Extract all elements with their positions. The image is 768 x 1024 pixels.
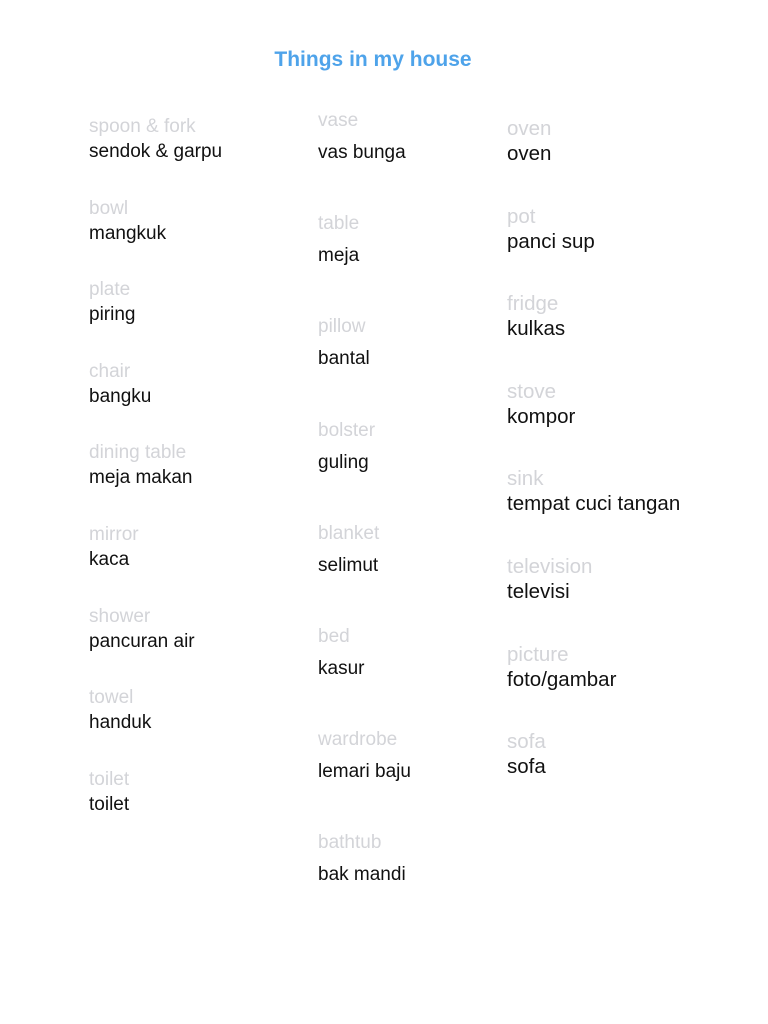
- vocab-entry: [89, 605, 222, 687]
- vocab-column-1: [89, 115, 222, 849]
- vocab-column-2: [318, 109, 411, 935]
- vocab-entry: [89, 523, 222, 605]
- indonesian-word: televisi: [507, 579, 570, 603]
- indonesian-word: toilet: [89, 793, 130, 815]
- english-word: bathtub: [318, 832, 382, 854]
- english-word: stove: [507, 379, 556, 403]
- indonesian-word: panci sup: [507, 229, 595, 253]
- english-word: dining table: [89, 442, 187, 464]
- vocab-entry: [507, 730, 680, 818]
- indonesian-word: meja: [318, 245, 360, 267]
- indonesian-word: lemari baju: [318, 761, 411, 783]
- vocab-entry: [89, 441, 222, 523]
- indonesian-word: meja makan: [89, 467, 193, 489]
- english-word: bolster: [318, 419, 376, 441]
- vocab-entry: [89, 768, 222, 850]
- indonesian-word: sendok & garpu: [89, 141, 223, 162]
- vocab-entry: [318, 728, 411, 831]
- english-word: pillow: [318, 316, 366, 338]
- indonesian-word: bangku: [89, 385, 152, 407]
- english-word: vase: [318, 110, 359, 131]
- vocab-entry: [89, 686, 222, 768]
- indonesian-word: foto/gambar: [507, 667, 617, 691]
- vocab-entry: [318, 315, 411, 418]
- english-word: towel: [89, 687, 134, 709]
- vocab-entry: [89, 197, 222, 279]
- english-word: table: [318, 213, 360, 235]
- vocab-entry: [507, 292, 680, 380]
- english-word: blanket: [318, 522, 380, 544]
- vocab-entry: [318, 109, 411, 212]
- indonesian-word: piring: [89, 304, 136, 326]
- english-word: picture: [507, 642, 569, 666]
- english-word: fridge: [507, 292, 559, 316]
- vocab-column-3: [507, 117, 680, 818]
- vocab-entry: [507, 467, 680, 555]
- vocab-entry: [318, 831, 411, 934]
- vocab-entry: [89, 360, 222, 442]
- indonesian-word: handuk: [89, 712, 152, 734]
- vocab-entry: [89, 278, 222, 360]
- english-word: mirror: [89, 523, 139, 545]
- english-word: oven: [507, 117, 552, 140]
- indonesian-word: kompor: [507, 404, 576, 428]
- english-word: pot: [507, 204, 536, 228]
- vocab-entry: [318, 419, 411, 522]
- indonesian-word: tempat cuci tangan: [507, 492, 681, 516]
- vocab-entry: [507, 117, 680, 205]
- english-word: bowl: [89, 197, 129, 219]
- vocab-entry: [318, 625, 411, 728]
- vocab-entry: [507, 643, 680, 731]
- english-word: shower: [89, 605, 151, 627]
- indonesian-word: bantal: [318, 348, 370, 370]
- english-word: sink: [507, 467, 544, 491]
- indonesian-word: sofa: [507, 755, 546, 779]
- vocab-entry: [507, 380, 680, 468]
- page-title: Things in my house: [274, 48, 472, 71]
- vocab-entry: [507, 205, 680, 293]
- english-word: bed: [318, 625, 350, 647]
- english-word: spoon & fork: [89, 116, 196, 137]
- vocab-entry: [318, 212, 411, 315]
- english-word: wardrobe: [318, 729, 398, 751]
- english-word: plate: [89, 279, 131, 301]
- indonesian-word: oven: [507, 142, 552, 165]
- vocab-entry: [318, 522, 411, 625]
- english-word: chair: [89, 360, 131, 382]
- indonesian-word: kaca: [89, 548, 130, 570]
- indonesian-word: guling: [318, 451, 369, 473]
- vocab-entry: [89, 115, 222, 197]
- vocab-entry: [507, 555, 680, 643]
- english-word: television: [507, 554, 593, 578]
- indonesian-word: bak mandi: [318, 864, 406, 886]
- indonesian-word: vas bunga: [318, 142, 406, 163]
- indonesian-word: kasur: [318, 657, 365, 679]
- indonesian-word: mangkuk: [89, 222, 167, 244]
- english-word: toilet: [89, 768, 130, 790]
- english-word: sofa: [507, 730, 546, 754]
- indonesian-word: pancuran air: [89, 630, 195, 652]
- indonesian-word: selimut: [318, 554, 379, 576]
- indonesian-word: kulkas: [507, 317, 566, 341]
